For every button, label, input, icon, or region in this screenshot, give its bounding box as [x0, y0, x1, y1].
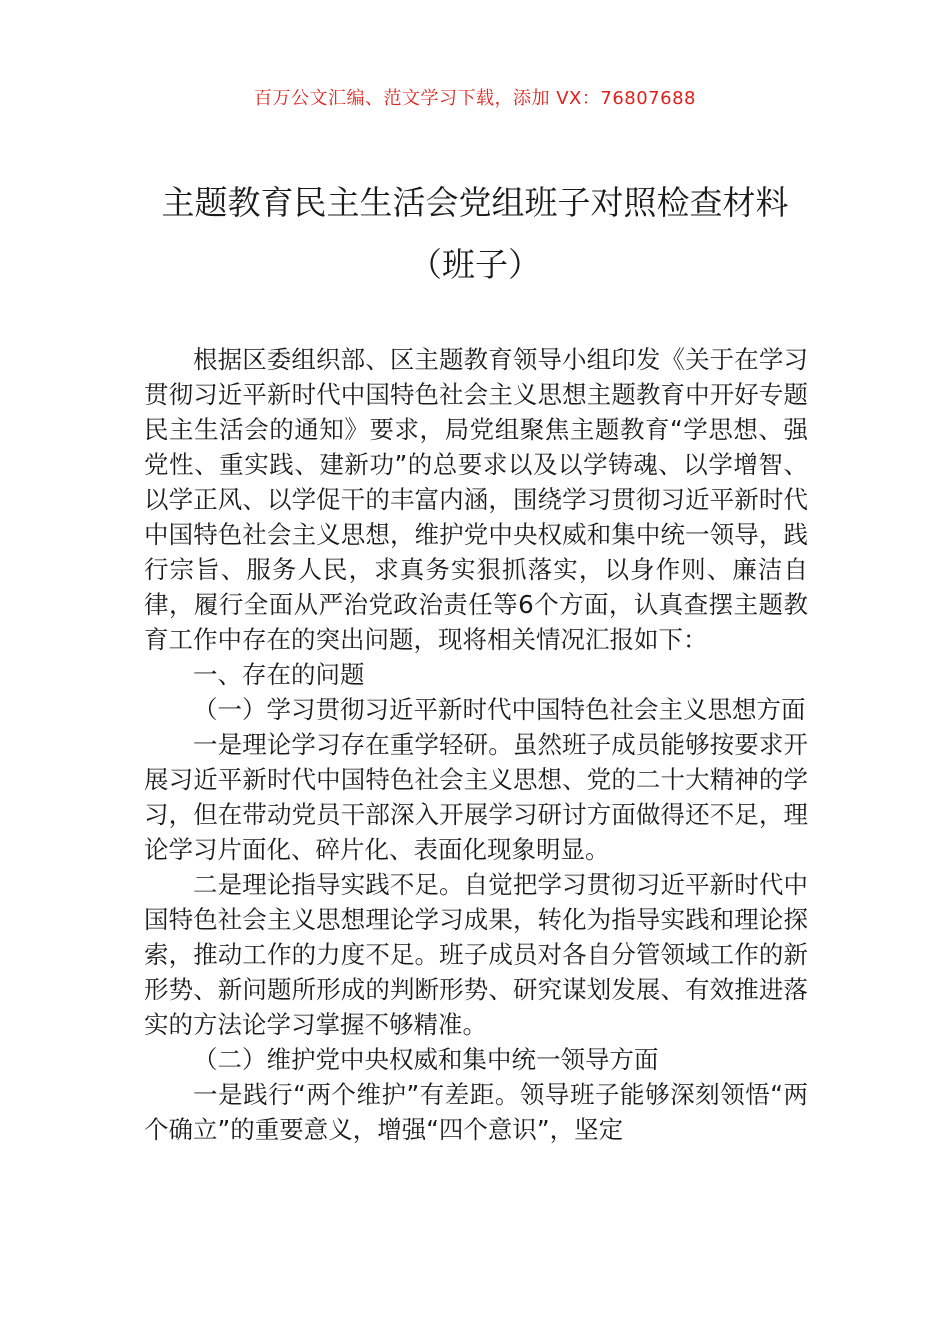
body-paragraph: 一是理论学习存在重学轻研。虽然班子成员能够按要求开展习近平新时代中国特色社会主义思想、党的二十大精神的学习，但在带动党员干部深入开展学习研讨方面做得还不足，理论学习片面化、碎片化、表面化现象明显。	[144, 730, 808, 864]
intro-paragraph: 根据区委组织部、区主题教育领导小组印发《关于在学习贯彻习近平新时代中国特色社会主义思想主题教育中开好专题民主生活会的通知》要求，局党组聚焦主题教育“学思想、强党性、重实践、建新功”的总要求以及以学铸魂、以学增智、以学正风、以学促干的丰富内涵，围绕学习贯彻习近平新时代中国特色社会主义思想，维护党中央权威和集中统一领导，践行宗旨、服务人民，求真务实狠抓落实，以身作则、廉洁自律，履行全面从严治党政治责任等6个方面，认真查摆主题教育工作中存在的突出问题，现将相关情况汇报如下：	[144, 345, 808, 654]
document-title: 主题教育民主生活会党组班子对照检查材料（班子）	[161, 183, 789, 284]
subsection-heading: （二）维护党中央权威和集中统一领导方面	[193, 1045, 659, 1074]
body-paragraph: 二是理论指导实践不足。自觉把学习贯彻习近平新时代中国特色社会主义思想理论学习成果，转化为指导实践和理论探索，推动工作的力度不足。班子成员对各自分管领域工作的新形势、新问题所形成的判断形势、研究谋划发展、有效推进落实的方法论学习掌握不够精准。	[144, 870, 808, 1039]
header-banner: 百万公文汇编、范文学习下载，添加 VX：76807688	[254, 88, 696, 109]
body-paragraph: 一是践行“两个维护”有差距。领导班子能够深刻领悟“两个确立”的重要意义，增强“四个意识”，坚定	[144, 1080, 808, 1144]
subsection-heading: （一）学习贯彻习近平新时代中国特色社会主义思想方面	[193, 695, 806, 724]
document-body	[144, 342, 808, 1147]
section-heading: 一、存在的问题	[193, 660, 365, 689]
